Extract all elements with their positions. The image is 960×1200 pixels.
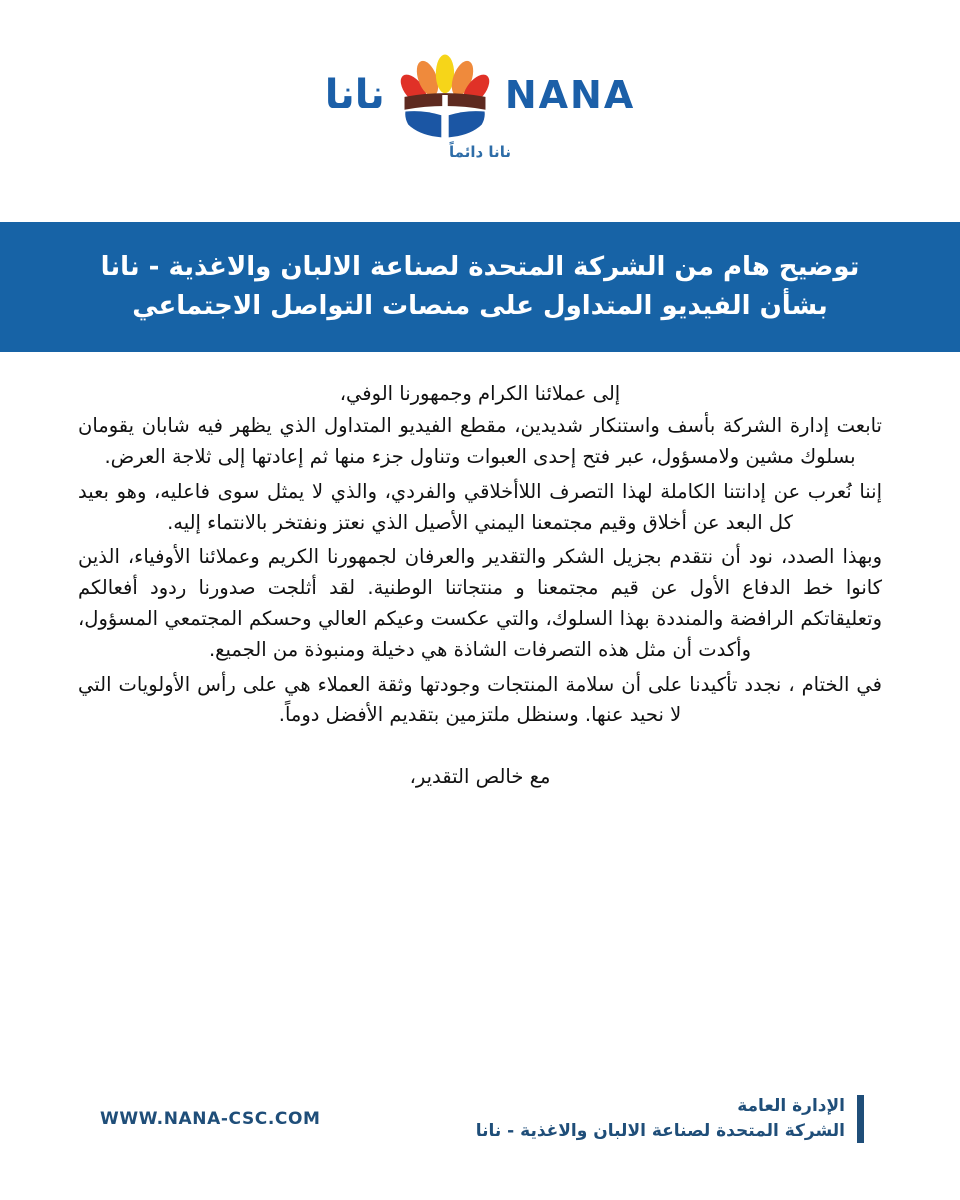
paragraph: إننا نُعرب عن إدانتنا الكاملة لهذا التصرف اللاأخلاقي والفردي، والذي لا يمثل سوى فاعليه، وهو بعيد كل البعد عن أخلاق وقيم مجتمعنا اليمني الأصيل الذي نعتز ونفتخر بالانتماء إليه. (78, 479, 882, 534)
footer-department: الإدارة العامة (737, 1096, 845, 1117)
salutation: إلى عملائنا الكرام وجمهورنا الوفي، (339, 382, 621, 405)
banner-title-line-2: بشأن الفيديو المتداول على منصات التواصل الاجتماعي (132, 291, 828, 321)
logo-row (325, 49, 636, 141)
paragraph: في الختام ، نجدد تأكيدنا على أن سلامة المنتجات وجودتها وثقة العملاء هي على رأس الأولويات التي لا نحيد عنها. وسنظل ملتزمين بتقديم الأفضل دوماً. (78, 672, 882, 727)
logo-header (0, 0, 960, 222)
brand-logo (325, 49, 636, 161)
signoff: مع خالص التقدير، (409, 765, 551, 789)
page-footer (0, 1076, 960, 1162)
footer-identity (476, 1094, 864, 1143)
wordmark-arabic: نانا (324, 72, 385, 118)
paragraph: تابعت إدارة الشركة بأسف واستنكار شديدين، مقطع الفيديو المتداول الذي يظهر فيه شابان يقومان بسلوك مشين ولامسؤول، عبر فتح إحدى العبوات وتناول جزء منها ثم إعادتها إلى ثلاجة العرض. (78, 414, 882, 468)
header-banner (0, 222, 960, 352)
paragraph: وبهذا الصدد، نود أن نتقدم بجزيل الشكر والتقدير والعرفان لجمهورنا الكريم وعملائنا الأوفياء، الذين كانوا خط الدفاع الأول عن قيم مجتمعنا و منتجاتنا الوطنية. لقد أثلجت صدورنا ردود أفعالكم وتعليقاتكم الرافضة والمنددة بهذا السلوك، والتي عكست وعيكم العالي وحسكم المجتمعي المسؤول، وأكدت أن مثل هذه التصرفات الشاذة هي دخيلة ومنبوذة من الجميع. (78, 545, 882, 661)
nana-petal-fan-logo-icon (399, 49, 491, 141)
footer-accent-bar (857, 1095, 864, 1143)
footer-company-name: الشركة المتحدة لصناعة الالبان والاغذية - نانا (475, 1121, 845, 1141)
statement-body (0, 352, 960, 788)
website-url[interactable]: WWW.NANA-CSC.COM (100, 1109, 321, 1129)
logo-tagline: نانا دائماً (449, 143, 511, 161)
banner-title-line-1: توضيح هام من الشركة المتحدة لصناعة الالبان والاغذية - نانا (100, 252, 860, 282)
footer-text-block (476, 1094, 845, 1143)
wordmark-latin: NANA (504, 73, 636, 117)
